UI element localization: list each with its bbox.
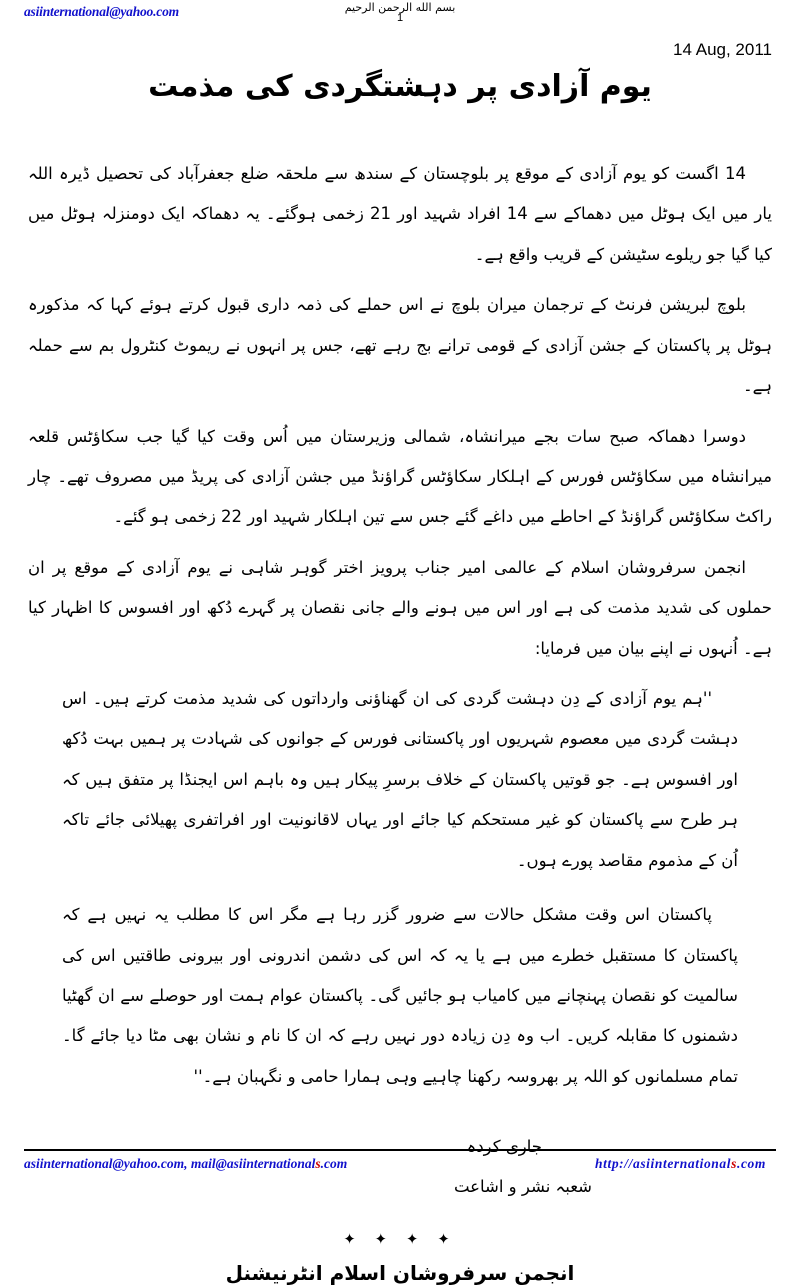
- department-label: شعبہ نشر و اشاعت: [453, 1176, 592, 1196]
- page-number: 1: [396, 12, 404, 25]
- footer-email-accent: s: [315, 1156, 321, 1171]
- quoted-statement: پاکستان اس وقت مشکل حالات سے ضرور گزر رہا ہے مگر اس کا مطلب یہ نہیں ہے کہ پاکستان کا مستقبل خطرے میں ہے یا یہ کہ اس کی دشمن اندرونی اور بیرونی طاقتیں اس کی سالمیت کو نقصان پہنچانے میں کامیاب ہو جائیں گی۔ پاکستان عوام ہمت اور حوصلے سے ان گھٹیا دشمنوں کا مقابلہ کریں۔ اب وہ دِن زیادہ دور نہیں رہے کہ ان کا نام و نشان بھی مٹا دیا جائے گا۔ تمام مسلمانوں کو اللہ پر بھروسہ رکھنا چاہیے وہی ہمارا حامی و نگہبان ہے۔'': [62, 905, 738, 1086]
- footer-email-text: asiinternational@yahoo.com, mail@asiinternational: [24, 1156, 316, 1171]
- document-body: [0, 108, 800, 1097]
- body-paragraph: 14 اگست کو یوم آزادی کے موقع پر بلوچستان کے سندھ سے ملحقہ ضلع جعفرآباد کی تحصیل ڈیرہ اللہ یار میں ایک ہوٹل میں دھماکے سے 14 افراد شہید اور 21 زخمی ہوگئے۔ یہ دھماکہ ایک دومنزلہ ہوٹل میں کیا گیا جو ریلوے سٹیشن کے قریب واقع ہے۔: [28, 164, 772, 264]
- body-paragraph: بلوچ لبریشن فرنٹ کے ترجمان میران بلوچ نے اس حملے کی ذمہ داری قبول کرتے ہوئے کہا کہ مذکورہ ہوٹل پر پاکستان کے جشن آزادی کے قومی ترانے بج رہے تھے، جس پر انہوں نے ریموٹ کنٹرول بم سے حملہ ہے۔: [28, 295, 772, 396]
- page-title: یوم آزادی پر دہشتگردی کی مذمت: [148, 69, 652, 105]
- header-email-address[interactable]: asiinternational@yahoo.com: [24, 4, 179, 19]
- footer-url-suffix: .com: [736, 1156, 766, 1171]
- organization-name: انجمن سرفروشان اسلام انٹرنیشنل: [225, 1261, 575, 1285]
- footer-url-text: http://asiinternational: [595, 1156, 732, 1171]
- footer-email-addresses[interactable]: [24, 1156, 347, 1172]
- document-date: 14 Aug, 2011: [673, 40, 772, 59]
- bismillah-text: بسم الله الرحمن الرحيم: [344, 1, 456, 14]
- quoted-statement: ''ہم یوم آزادی کے دِن دہشت گردی کی ان گھناؤنی وارداتوں کی شدید مذمت کرتے ہیں۔ اس دہشت گردی میں معصوم شہریوں اور پاکستانی فورس کے جوانوں کی شہادت پر ہمیں بہت دُکھ اور افسوس ہے۔ جو قوتیں پاکستان کے خلاف برسرِ پیکار ہیں وہ باہم اس ایجنڈا پر متفق ہیں کہ ہر طرح سے پاکستان کو غیر مستحکم کیا جائے اور یہاں لاقانونیت اور افراتفری پھیلائی جائے تاکہ اُن کے مذموم مقاصد پورے ہوں۔: [62, 689, 738, 870]
- footer-website-url[interactable]: [595, 1156, 776, 1172]
- bismillah-block: [0, 2, 800, 24]
- issued-by-label: جاری کردہ: [466, 1137, 542, 1157]
- footer-email-suffix: .com: [320, 1156, 348, 1171]
- body-paragraph: انجمن سرفروشان اسلام کے عالمی امیر جناب پرویز اختر گوہر شاہی نے یوم آزادی کے موقع پر ان حملوں کی شدید مذمت کی ہے اور اس میں ہونے والے جانی نقصان پر گہرے دُکھ اور افسوس کا اظہار کیا ہے۔ اُنہوں نے اپنے بیان میں فرمایا:: [28, 557, 772, 658]
- footer-url-accent: s: [731, 1156, 737, 1171]
- star-ornament-icon: ✦ ✦ ✦ ✦: [343, 1230, 457, 1249]
- body-paragraph: دوسرا دھماکہ صبح سات بجے میرانشاہ، شمالی وزیرستان میں اُس وقت کیا گیا جب سکاؤٹس قلعہ میرانشاہ میں سکاؤٹس فورس کے اہلکار سکاؤٹس گراؤنڈ میں جشن آزادی کی پریڈ میں مصروف تھے۔ چار راکٹ سکاؤٹس گراؤنڈ کے احاطے میں داغے گئے جس سے تین اہلکار شہید اور 22 زخمی ہو گئے۔: [28, 426, 772, 527]
- document-footer: [24, 1149, 776, 1172]
- document-header: [0, 0, 800, 108]
